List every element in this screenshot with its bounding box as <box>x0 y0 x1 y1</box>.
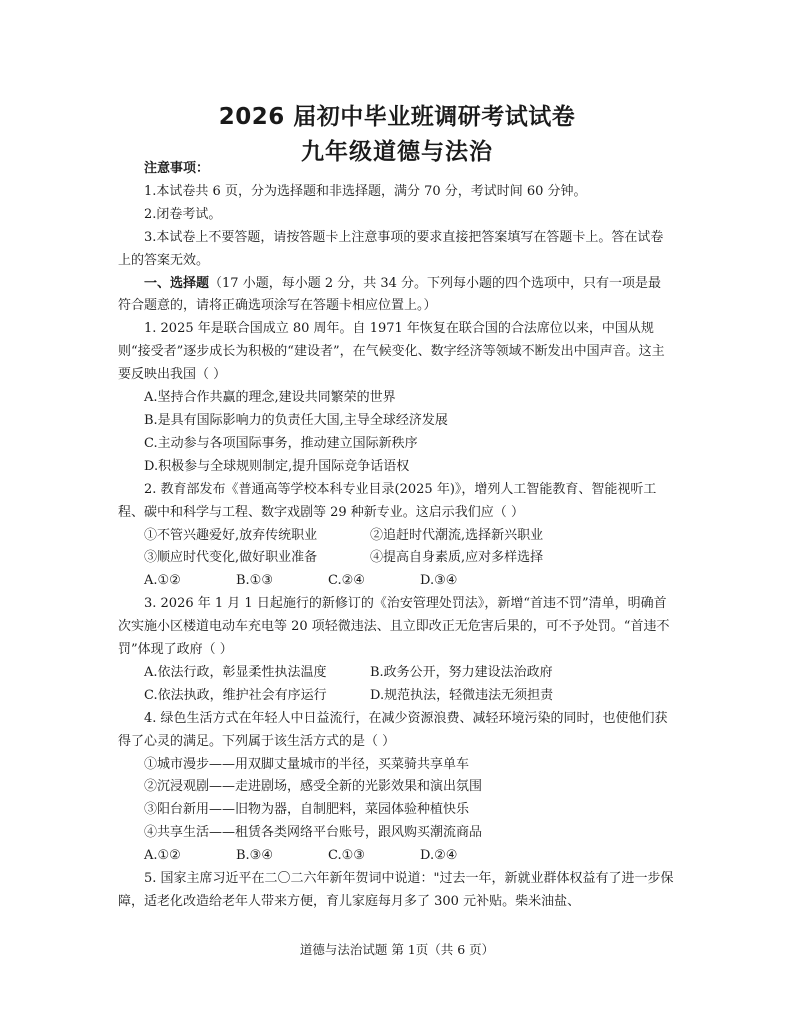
section-title: 一、选择题 <box>144 275 210 291</box>
answer-choice: B.①③ <box>236 573 273 589</box>
option-row <box>118 662 674 685</box>
notice-item: 2.闭卷考试。 <box>144 206 222 222</box>
statement-item: ④提高自身素质,应对多样选择 <box>370 550 544 566</box>
choice-row <box>118 845 674 868</box>
answer-choice: C.②④ <box>328 573 365 589</box>
statement-item: ④共享生活——租赁各类网络平台账号，跟风购买潮流商品 <box>144 825 483 841</box>
statement-item: ②追赶时代潮流,选择新兴职业 <box>370 527 544 543</box>
statement-row <box>118 525 674 548</box>
answer-choice: A.①② <box>144 573 181 589</box>
answer-option: C.依法执政，维护社会有序运行 <box>144 687 327 703</box>
exam-title: 2026 届初中毕业班调研考试试卷 <box>218 104 576 130</box>
page-footer: 道德与法治试题 第 1页（共 6 页） <box>299 942 495 957</box>
answer-choice: B.③④ <box>236 848 273 864</box>
statement-item: ③阳台新用——旧物为器，自制肥料，菜园体验种植快乐 <box>144 802 470 818</box>
answer-choice: C.①③ <box>328 848 365 864</box>
answer-option: B.是具有国际影响力的负责任大国,主导全球经济发展 <box>144 412 448 428</box>
answer-option: D.积极参与全球规则制定,提升国际竞争话语权 <box>144 458 410 474</box>
answer-choice: D.③④ <box>420 573 458 589</box>
statement-item: ②沉浸观剧——走进剧场，感受全新的光影效果和演出氛围 <box>144 779 483 795</box>
answer-option: C.主动参与各项国际事务，推动建立国际新秩序 <box>144 435 418 451</box>
answer-choice: A.①② <box>144 848 181 864</box>
answer-choice: D.②④ <box>420 848 458 864</box>
option-row <box>118 685 674 708</box>
answer-option: A.依法行政，彰显柔性执法温度 <box>144 664 327 680</box>
answer-option: D.规范执法，轻微违法无须担责 <box>370 687 554 703</box>
answer-option: B.政务公开，努力建设法治政府 <box>370 664 553 680</box>
exam-subject: 九年级道德与法治 <box>301 139 493 165</box>
statement-item: ①不管兴趣爱好,放弃传统职业 <box>144 527 318 543</box>
exam-content <box>118 158 674 914</box>
question-stem: 3. 2026 年 1 月 1 日起施行的新修订的《治安管理处罚法》，新增“首违不罚”清单，明确首次实施小区楼道电动车充电等 20 项轻微违法、且立即改正无危害后果的，可不予处罚。“首违不罚”体现了政府（ ） <box>118 596 670 658</box>
question-stem: 1. 2025 年是联合国成立 80 周年。自 1971 年恢复在联合国的合法席位以来，中国从规则“接受者”逐步成长为积极的“建设者”，在气候变化、数字经济等领域不断发出中国声音。这主要反映出我国（ ） <box>118 321 665 383</box>
question-stem: 5. 国家主席习近平在二〇二六年新年贺词中说道："过去一年，新就业群体权益有了进一步保障，适老化改造给老年人带来方便，育儿家庭每月多了 300 元补贴。柴米油盐、 <box>118 871 674 909</box>
section-instruction: （17 小题，每小题 2 分，共 34 分。下列每小题的四个选项中，只有一项是最符合题意的，请将正确选项涂写在答题卡相应位置上。） <box>118 275 662 314</box>
statement-item: ①城市漫步——用双脚丈量城市的半径，买菜骑共享单车 <box>144 756 470 772</box>
statement-item: ③顺应时代变化,做好职业准备 <box>144 550 318 566</box>
notice-item: 3.本试卷上不要答题，请按答题卡上注意事项的要求直接把答案填写在答题卡上。答在试卷上的答案无效。 <box>118 229 664 268</box>
choice-row <box>118 570 674 593</box>
notice-heading: 注意事项： <box>144 161 210 176</box>
section-heading <box>118 273 674 319</box>
notice-item: 1.本试卷共 6 页，分为选择题和非选择题，满分 70 分，考试时间 60 分钟。 <box>144 183 587 199</box>
question-stem: 4. 绿色生活方式在年轻人中日益流行，在减少资源浪费、减轻环境污染的同时，也使他们获得了心灵的满足。下列属于该生活方式的是（ ） <box>118 710 668 749</box>
answer-option: A.坚持合作共赢的理念,建设共同繁荣的世界 <box>144 390 396 406</box>
question-stem: 2. 教育部发布《普通高等学校本科专业目录(2025 年)》，增列人工智能教育、智能视听工程、碳中和科学与工程、数字戏剧等 29 种新专业。这启示我们应（ ） <box>118 481 657 520</box>
statement-row <box>118 547 674 570</box>
